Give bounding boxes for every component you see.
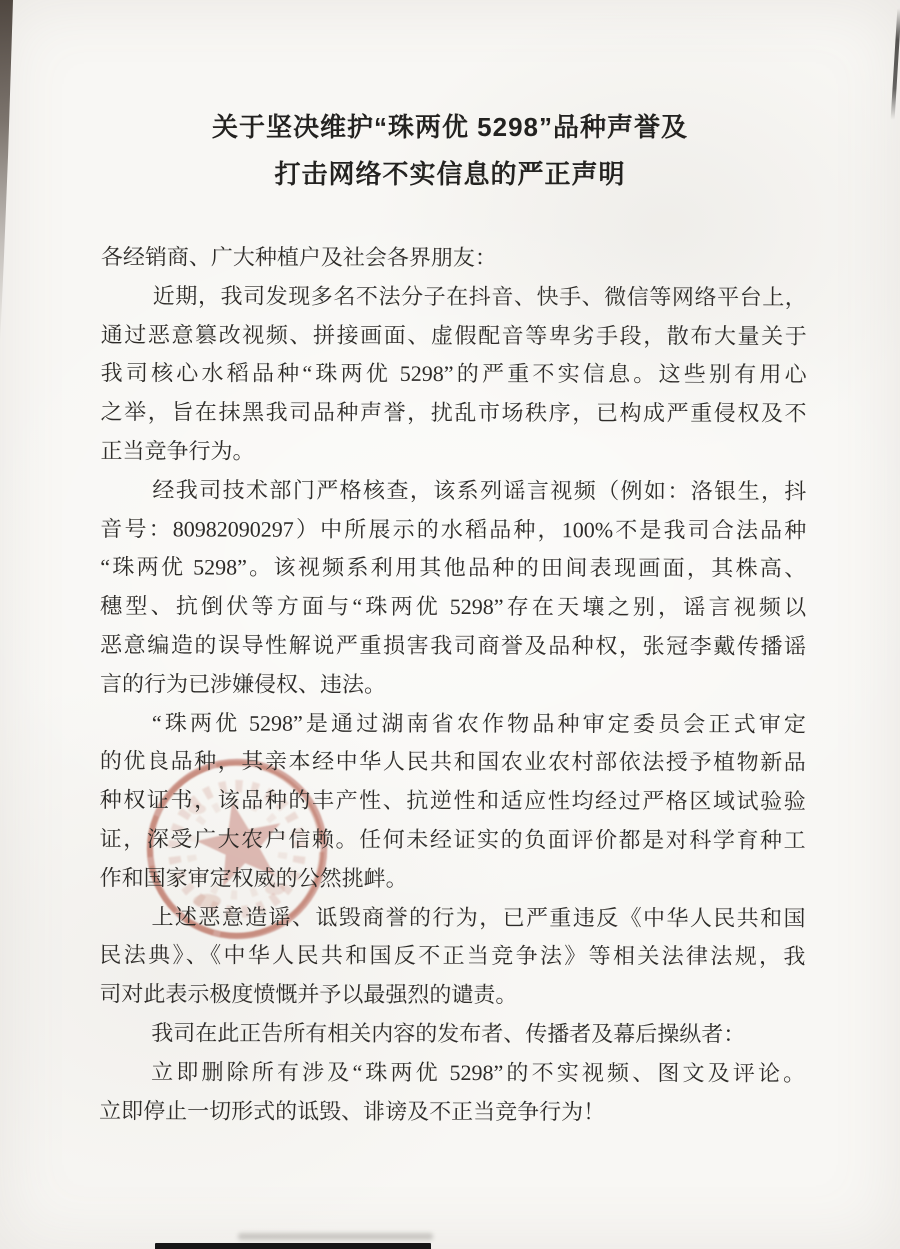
body-line: “珠两优 5298”。该视频系利用其他品种的田间表现画面，其株高、	[100, 554, 807, 582]
body-line: 正当竞争行为。	[100, 438, 255, 464]
body-line: 我司在此正告所有相关内容的发布者、传播者及幕后操纵者：	[151, 1020, 746, 1047]
body-line: 穗型、抗倒伏等方面与“珠两优 5298”存在天壤之别，谣言视频以	[100, 593, 807, 620]
body-line: 司对此表示极度愤慨并予以最强烈的谴责。	[99, 981, 518, 1008]
scan-smudge-bottom	[238, 1233, 433, 1240]
body-line: 证，深受广大农户信赖。任何未经证实的负面评价都是对科学育种工	[99, 826, 806, 853]
document-title-line-1: 关于坚决维护“珠两优 5298”品种声誉及	[211, 112, 689, 142]
body-line: 立即停止一切形式的诋毁、诽谤及不正当竞争行为！	[99, 1097, 606, 1124]
body-line: 经我司技术部门严格核查，该系列谣言视频（例如：洛银生，抖	[152, 477, 807, 504]
scan-dark-bar-bottom	[155, 1243, 431, 1249]
body-line: 音号：80982090297）中所展示的水稻品种，100%不是我司合法品种	[100, 515, 807, 543]
body-line: 民法典》、《中华人民共和国反不正当竞争法》等相关法律法规，我	[99, 942, 806, 970]
body-line: 的优良品种，其亲本经中华人民共和国农业农村部依法授予植物新品	[99, 748, 806, 776]
body-line: 言的行为已涉嫌侵权、违法。	[99, 671, 387, 697]
body-line: 之举，旨在抹黑我司品种声誉，扰乱市场秩序，已构成严重侵权及不	[100, 399, 807, 426]
body-line: 近期，我司发现多名不法分子在抖音、快手、微信等网络平台上，	[152, 283, 807, 310]
body-line: 通过恶意篡改视频、拼接画面、虚假配音等卑劣手段，散布大量关于	[100, 321, 807, 349]
body-line: 种权证书，该品种的丰产性、抗逆性和适应性均经过严格区域试验验	[99, 787, 806, 814]
body-lines	[99, 238, 807, 1132]
body-line: 各经销商、广大种植户及社会各界朋友：	[100, 244, 497, 271]
document-title	[0, 104, 900, 198]
body-line: “珠两优 5298”是通过湖南省农作物品种审定委员会正式审定	[151, 709, 806, 737]
body-line: 恶意编造的误导性解说严重损害我司商誉及品种权，张冠李戴传播谣	[100, 632, 807, 659]
body-line: 上述恶意造谣、诋毁商誉的行为，已严重违反《中华人民共和国	[151, 903, 806, 931]
body-line: 作和国家审定权威的公然挑衅。	[99, 865, 408, 891]
body-line: 我司核心水稻品种“珠两优 5298”的严重不实信息。这些别有用心	[100, 360, 807, 388]
body-line: 立即删除所有涉及“珠两优 5298”的不实视频、图文及评论。	[151, 1059, 806, 1086]
document-title-line-2: 打击网络不实信息的严正声明	[274, 159, 626, 189]
